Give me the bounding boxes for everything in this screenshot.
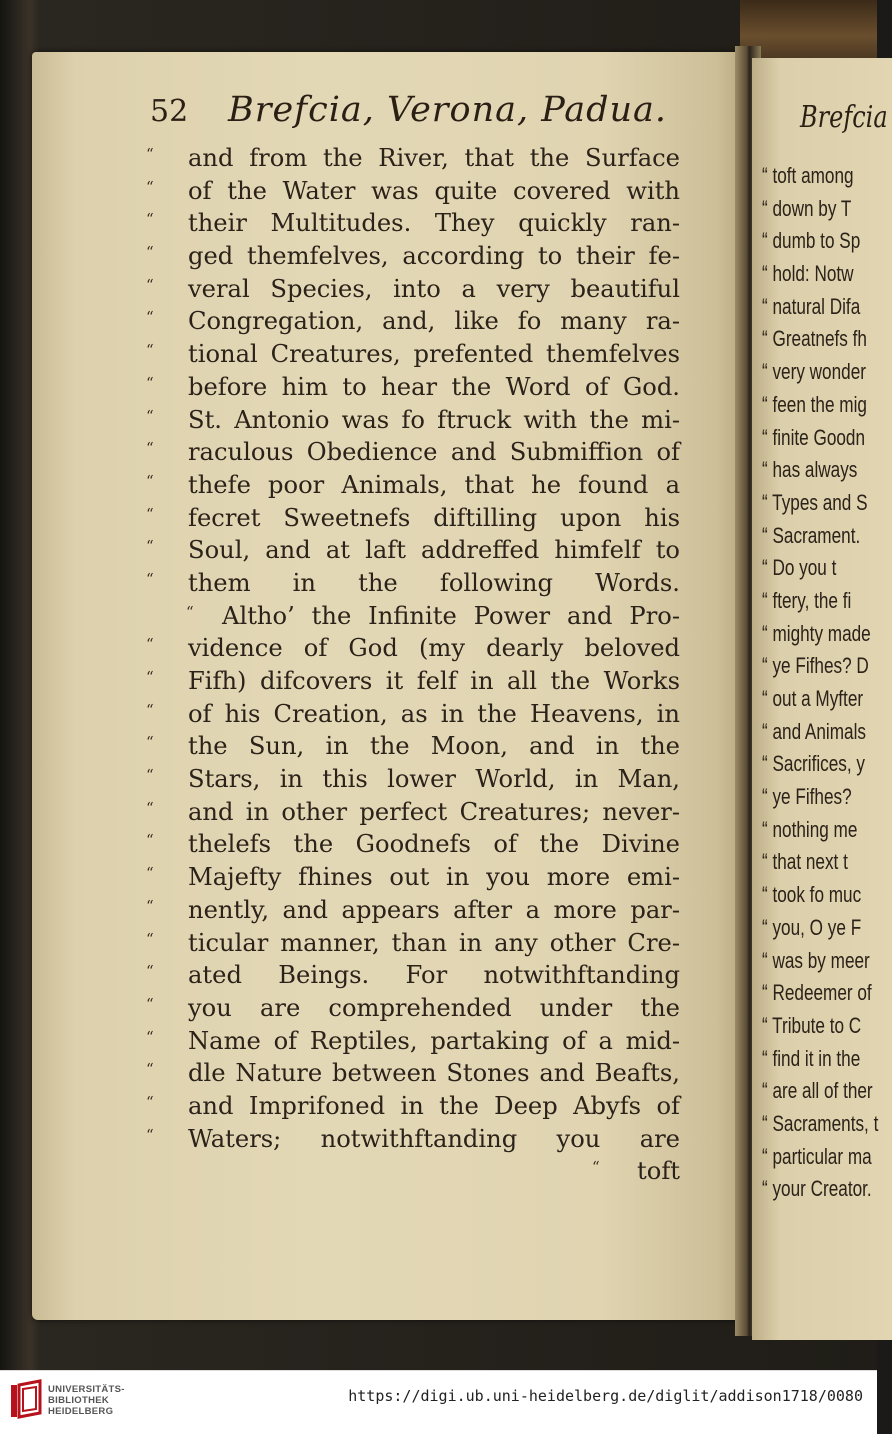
facing-text-line: “ dumb to Sp (762, 228, 861, 254)
logo-line: BIBLIOTHEK (48, 1395, 110, 1406)
page-body-text (146, 142, 690, 1188)
facing-text-line: “ hold: Notw (762, 261, 854, 287)
line-text: fecret Sweetnefs diftilling upon his (188, 503, 680, 532)
facing-text-line: “ feen the mig (762, 391, 867, 417)
text-line (146, 828, 690, 861)
text-line (146, 861, 690, 894)
quote-mark: “ (146, 864, 154, 883)
facing-text-line: “ Do you t (762, 555, 837, 581)
facing-text-line: “ toft among (762, 163, 854, 188)
facing-text-line: “ find it in the (762, 1045, 861, 1071)
text-line (146, 665, 690, 698)
quote-mark: “ (146, 929, 154, 948)
line-text: ated Beings. For notwithftanding (188, 961, 680, 990)
quote-mark: “ (146, 896, 154, 915)
line-text: Stars, in this lower World, in Man, (188, 765, 680, 794)
quote-mark: “ (146, 308, 154, 327)
text-line (146, 698, 690, 731)
quote-mark: “ (146, 145, 154, 163)
page-number: 52 (150, 94, 189, 129)
catchword: toft (637, 1157, 680, 1186)
line-text: St. Antonio was fo ftruck with the mi- (188, 405, 680, 434)
line-text: you are comprehended under the (188, 993, 680, 1022)
line-text: veral Species, into a very beautiful (188, 274, 680, 303)
text-line (146, 273, 690, 306)
text-line (146, 632, 690, 665)
text-line (146, 436, 690, 469)
text-line (150, 600, 690, 633)
quote-mark: “ (186, 602, 194, 621)
facing-page-title: Brefcia (800, 100, 888, 135)
facing-text-line: “ was by meer (762, 947, 870, 973)
facing-text-line: “ that next t (762, 849, 848, 875)
line-text: dle Nature between Stones and Beafts, (188, 1059, 680, 1088)
facing-page-text (762, 160, 879, 1206)
line-text: of the Water was quite covered with (188, 176, 680, 205)
facing-text-line: “ took fo muc (762, 882, 862, 908)
quote-mark: “ (592, 1158, 600, 1177)
quote-mark: “ (146, 243, 154, 262)
permalink-url[interactable]: https://digi.ub.uni-heidelberg.de/diglit/addison1718/0080 (348, 1387, 863, 1405)
quote-mark: “ (146, 831, 154, 850)
quote-mark: “ (146, 439, 154, 458)
line-text: raculous Obedience and Submiffion of (188, 438, 680, 467)
line-text: Congregation, and, like fo many ra- (188, 307, 680, 336)
line-text: vidence of God (my dearly beloved (188, 634, 680, 663)
facing-text-line: “ Greatnefs fh (762, 326, 867, 352)
facing-text-line: “ Sacraments, t (762, 1110, 879, 1136)
quote-mark: “ (146, 1092, 154, 1111)
quote-mark: “ (146, 537, 154, 556)
library-logo-text[interactable] (48, 1384, 125, 1417)
facing-text-line: “ nothing me (762, 816, 858, 842)
facing-text-line: “ Redeemer of (762, 980, 872, 1006)
text-line (146, 534, 690, 567)
line-text: the Sun, in the Moon, and in the (188, 732, 680, 761)
quote-mark: “ (146, 1027, 154, 1046)
line-text: Waters; notwithftanding you are (188, 1124, 680, 1153)
line-text: and from the River, that the Surface (188, 144, 680, 172)
text-line (146, 338, 690, 371)
quote-mark: “ (146, 994, 154, 1013)
quote-mark: “ (146, 798, 154, 817)
line-text: Name of Reptiles, partaking of a mid- (188, 1026, 680, 1055)
facing-text-line: “ ftery, the fi (762, 587, 852, 613)
quote-mark: “ (146, 766, 154, 785)
line-text: before him to hear the Word of God. (188, 372, 680, 401)
facing-text-line: “ are all of ther (762, 1078, 873, 1104)
line-text: of his Creation, as in the Heavens, in (188, 699, 680, 728)
facing-text-line: “ very wonder (762, 359, 866, 385)
quote-mark: “ (146, 471, 154, 490)
text-line (146, 371, 690, 404)
quote-mark: “ (146, 1060, 154, 1079)
facing-text-line: “ Sacrifices, y (762, 751, 865, 777)
line-text: thelefs the Goodnefs of the Divine (188, 830, 680, 859)
line-text: and Imprifoned in the Deep Abyfs of (188, 1091, 680, 1120)
line-text: Altho’ the Infinite Power and Pro- (222, 601, 680, 630)
quote-mark: “ (146, 504, 154, 523)
line-text: tional Creatures, prefented themfelves (188, 340, 680, 369)
library-logo-icon[interactable] (10, 1379, 42, 1419)
text-line (146, 796, 690, 829)
text-line (146, 894, 690, 927)
quote-mark: “ (146, 373, 154, 392)
quote-mark: “ (146, 275, 154, 294)
line-text: and in other perfect Creatures; never- (188, 797, 680, 826)
text-line (146, 1090, 690, 1123)
text-line (146, 992, 690, 1025)
facing-text-line: “ particular ma (762, 1143, 872, 1169)
quote-mark: “ (146, 177, 154, 196)
quote-mark: “ (146, 1125, 154, 1144)
line-text: thefe poor Animals, that he found a (188, 470, 680, 499)
text-line (146, 240, 690, 273)
text-line (146, 469, 690, 502)
text-line (146, 502, 690, 535)
line-text: ged themfelves, according to their fe- (188, 242, 680, 271)
facing-text-line: “ your Creator. (762, 1176, 872, 1202)
facing-text-line: “ you, O ye F (762, 914, 862, 940)
logo-line: UNIVERSITÄTS- (48, 1384, 125, 1395)
quote-mark: “ (146, 962, 154, 981)
quote-mark: “ (146, 341, 154, 360)
text-line (146, 1123, 690, 1156)
running-title: Brefcia, Verona, Padua. (228, 90, 668, 130)
logo-line: HEIDELBERG (48, 1406, 114, 1417)
text-line (146, 1025, 690, 1058)
facing-text-line: “ Types and S (762, 489, 868, 515)
facing-text-line: “ down by T (762, 195, 852, 221)
text-line (146, 207, 690, 240)
catchword-line (150, 1155, 690, 1188)
quote-mark: “ (146, 406, 154, 425)
text-line (146, 404, 690, 437)
text-line (146, 927, 690, 960)
line-text: their Multitudes. They quickly ran- (188, 209, 680, 238)
line-text: ticular manner, than in any other Cre- (188, 928, 680, 957)
facing-text-line: “ has always (762, 457, 858, 483)
facing-text-line: “ and Animals (762, 718, 866, 744)
text-line (146, 567, 690, 600)
quote-mark: “ (146, 569, 154, 588)
facing-text-line: “ finite Goodn (762, 424, 866, 450)
line-text: Soul, and at laft addreffed himfelf to (188, 536, 680, 565)
quote-mark: “ (146, 668, 154, 686)
facing-text-line: “ mighty made (762, 620, 871, 646)
text-line (146, 730, 690, 763)
quote-mark: “ (146, 733, 154, 752)
text-line (146, 175, 690, 208)
facing-text-line: “ natural Difa (762, 293, 861, 319)
text-line (146, 959, 690, 992)
text-line (146, 305, 690, 338)
facing-text-line: “ ye Fifhes? (762, 784, 852, 810)
text-line (146, 142, 690, 175)
text-line (146, 763, 690, 796)
facing-text-line: “ Tribute to C (762, 1012, 862, 1038)
page-header (150, 90, 710, 134)
viewer-footer (0, 1370, 877, 1434)
line-text: Fifh) difcovers it felf in all the Works (188, 667, 680, 695)
line-text: nently, and appears after a more par- (188, 895, 680, 924)
line-text: Majefty fhines out in you more emi- (188, 863, 680, 892)
facing-text-line: “ out a Myfter (762, 686, 864, 711)
quote-mark: “ (146, 210, 154, 229)
line-text: them in the following Words. (188, 568, 680, 597)
facing-text-line: “ ye Fifhes? D (762, 653, 869, 679)
text-line (146, 1057, 690, 1090)
quote-mark: “ (146, 700, 154, 719)
facing-text-line: “ Sacrament. (762, 522, 861, 548)
quote-mark: “ (146, 635, 154, 654)
